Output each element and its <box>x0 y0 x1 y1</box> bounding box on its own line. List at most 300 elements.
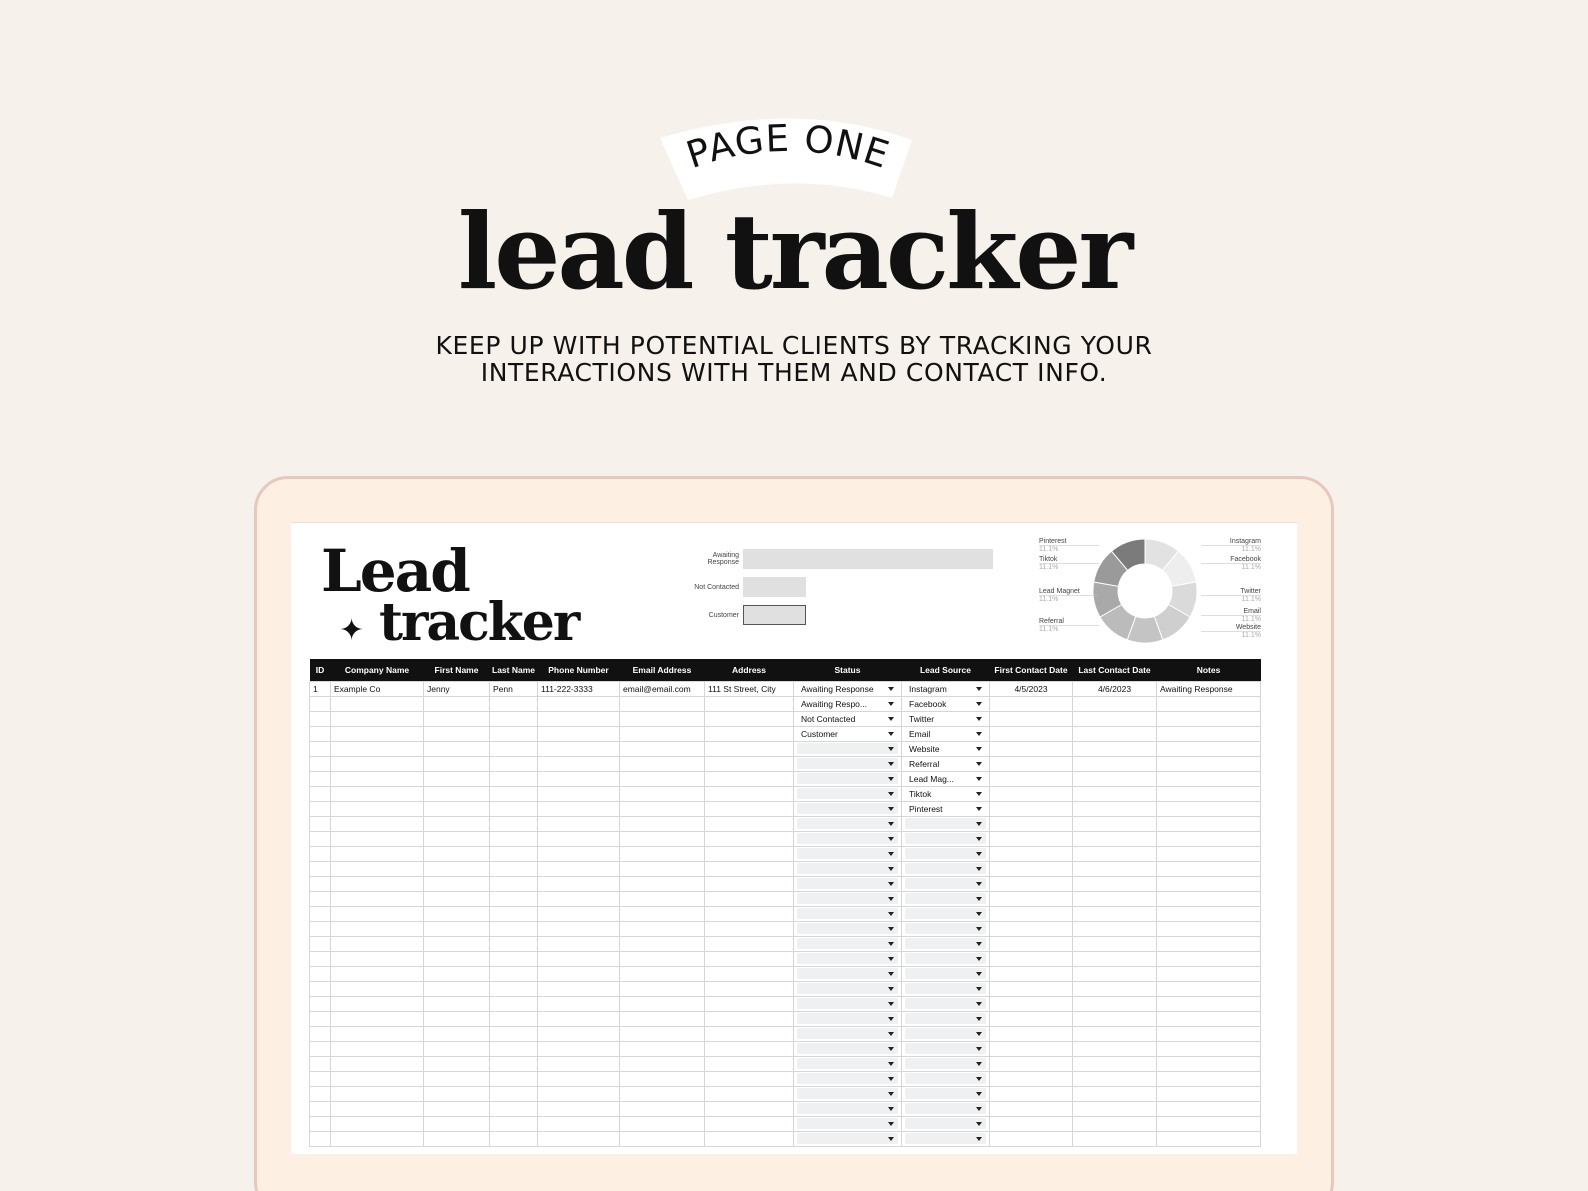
table-cell[interactable] <box>794 681 902 696</box>
table-cell[interactable] <box>1073 846 1157 861</box>
table-cell[interactable] <box>794 1116 902 1131</box>
table-cell[interactable] <box>990 711 1073 726</box>
table-cell[interactable] <box>538 966 620 981</box>
table-cell[interactable] <box>794 831 902 846</box>
table-cell[interactable] <box>424 771 490 786</box>
table-cell[interactable] <box>538 1056 620 1071</box>
table-cell[interactable] <box>1073 1116 1157 1131</box>
chevron-down-icon[interactable] <box>888 942 894 946</box>
dropdown-select[interactable] <box>905 923 986 934</box>
dropdown-select[interactable] <box>905 908 986 919</box>
table-cell[interactable] <box>538 1071 620 1086</box>
table-cell[interactable] <box>310 1116 331 1131</box>
table-cell[interactable] <box>424 1041 490 1056</box>
chevron-down-icon[interactable] <box>976 1002 982 1006</box>
table-cell[interactable] <box>538 951 620 966</box>
table-cell[interactable] <box>490 786 538 801</box>
table-cell[interactable] <box>990 726 1073 741</box>
table-cell[interactable] <box>424 891 490 906</box>
dropdown-select[interactable] <box>797 1043 898 1054</box>
table-cell[interactable] <box>310 951 331 966</box>
dropdown-select[interactable] <box>905 803 986 814</box>
table-cell[interactable] <box>620 981 705 996</box>
column-header[interactable]: First Name <box>424 659 490 681</box>
table-cell[interactable] <box>705 861 794 876</box>
table-cell[interactable] <box>620 1056 705 1071</box>
table-cell[interactable] <box>990 921 1073 936</box>
dropdown-select[interactable] <box>905 788 986 799</box>
table-cell[interactable] <box>794 696 902 711</box>
table-cell[interactable] <box>620 876 705 891</box>
table-cell[interactable] <box>794 846 902 861</box>
dropdown-select[interactable] <box>797 893 898 904</box>
table-cell[interactable] <box>902 726 990 741</box>
table-cell[interactable] <box>990 1071 1073 1086</box>
dropdown-select[interactable] <box>797 878 898 889</box>
table-cell[interactable] <box>424 921 490 936</box>
table-cell[interactable] <box>331 891 424 906</box>
table-cell[interactable] <box>1157 801 1261 816</box>
table-cell[interactable] <box>310 921 331 936</box>
table-cell[interactable] <box>310 1131 331 1146</box>
table-cell[interactable] <box>794 966 902 981</box>
table-cell[interactable] <box>331 861 424 876</box>
chevron-down-icon[interactable] <box>888 732 894 736</box>
table-cell[interactable] <box>902 891 990 906</box>
table-cell[interactable]: Penn <box>490 681 538 696</box>
table-cell[interactable] <box>620 771 705 786</box>
table-cell[interactable] <box>331 921 424 936</box>
table-cell[interactable] <box>424 1101 490 1116</box>
table-cell[interactable] <box>1157 936 1261 951</box>
table-cell[interactable] <box>1157 1011 1261 1026</box>
table-cell[interactable] <box>990 1056 1073 1071</box>
table-cell[interactable] <box>705 1056 794 1071</box>
table-cell[interactable]: 4/6/2023 <box>1073 681 1157 696</box>
chevron-down-icon[interactable] <box>976 777 982 781</box>
table-cell[interactable] <box>1073 771 1157 786</box>
table-cell[interactable] <box>1157 1131 1261 1146</box>
table-cell[interactable] <box>794 1056 902 1071</box>
table-cell[interactable] <box>794 1071 902 1086</box>
table-cell[interactable] <box>538 1101 620 1116</box>
table-cell[interactable] <box>705 966 794 981</box>
table-cell[interactable] <box>424 831 490 846</box>
table-cell[interactable] <box>1073 1026 1157 1041</box>
table-cell[interactable] <box>331 1116 424 1131</box>
table-cell[interactable] <box>990 981 1073 996</box>
table-cell[interactable] <box>902 1086 990 1101</box>
table-cell[interactable] <box>538 801 620 816</box>
table-cell[interactable] <box>538 1086 620 1101</box>
table-cell[interactable] <box>794 876 902 891</box>
table-cell[interactable] <box>902 711 990 726</box>
chevron-down-icon[interactable] <box>976 1092 982 1096</box>
table-cell[interactable] <box>794 816 902 831</box>
table-cell[interactable] <box>1157 786 1261 801</box>
table-cell[interactable] <box>538 741 620 756</box>
table-cell[interactable] <box>310 711 331 726</box>
table-cell[interactable] <box>490 801 538 816</box>
table-cell[interactable] <box>620 1101 705 1116</box>
table-cell[interactable] <box>538 1026 620 1041</box>
table-cell[interactable] <box>705 1131 794 1146</box>
table-cell[interactable] <box>490 816 538 831</box>
table-cell[interactable] <box>902 681 990 696</box>
dropdown-select[interactable] <box>797 773 898 784</box>
table-cell[interactable] <box>1073 696 1157 711</box>
table-cell[interactable] <box>1157 891 1261 906</box>
table-cell[interactable] <box>902 816 990 831</box>
table-cell[interactable] <box>424 696 490 711</box>
table-cell[interactable] <box>538 696 620 711</box>
chevron-down-icon[interactable] <box>976 1122 982 1126</box>
dropdown-select[interactable] <box>905 1058 986 1069</box>
table-cell[interactable] <box>490 1026 538 1041</box>
table-cell[interactable] <box>620 1011 705 1026</box>
table-cell[interactable] <box>902 981 990 996</box>
table-cell[interactable] <box>490 756 538 771</box>
table-cell[interactable] <box>990 1041 1073 1056</box>
dropdown-select[interactable] <box>905 698 986 709</box>
table-cell[interactable] <box>990 756 1073 771</box>
table-cell[interactable] <box>424 1056 490 1071</box>
table-cell[interactable] <box>620 906 705 921</box>
table-cell[interactable] <box>424 936 490 951</box>
table-cell[interactable] <box>902 1041 990 1056</box>
table-cell[interactable] <box>620 996 705 1011</box>
table-cell[interactable] <box>424 801 490 816</box>
table-cell[interactable] <box>794 771 902 786</box>
chevron-down-icon[interactable] <box>888 882 894 886</box>
chevron-down-icon[interactable] <box>888 762 894 766</box>
dropdown-select[interactable] <box>905 833 986 844</box>
table-cell[interactable] <box>490 861 538 876</box>
table-cell[interactable] <box>705 786 794 801</box>
table-cell[interactable] <box>1073 1071 1157 1086</box>
table-cell[interactable] <box>538 831 620 846</box>
table-cell[interactable] <box>794 951 902 966</box>
dropdown-select[interactable] <box>797 938 898 949</box>
table-cell[interactable] <box>424 1131 490 1146</box>
table-cell[interactable] <box>310 1101 331 1116</box>
table-cell[interactable]: 4/5/2023 <box>990 681 1073 696</box>
dropdown-select[interactable] <box>797 833 898 844</box>
table-cell[interactable] <box>705 1041 794 1056</box>
table-cell[interactable] <box>490 891 538 906</box>
chevron-down-icon[interactable] <box>976 1062 982 1066</box>
table-cell[interactable] <box>902 966 990 981</box>
chevron-down-icon[interactable] <box>888 987 894 991</box>
table-cell[interactable] <box>705 1026 794 1041</box>
table-cell[interactable] <box>902 831 990 846</box>
table-cell[interactable] <box>1073 1086 1157 1101</box>
table-cell[interactable] <box>310 816 331 831</box>
chevron-down-icon[interactable] <box>888 747 894 751</box>
table-cell[interactable] <box>1157 906 1261 921</box>
table-cell[interactable] <box>424 1071 490 1086</box>
table-cell[interactable] <box>1157 816 1261 831</box>
table-cell[interactable] <box>1157 921 1261 936</box>
table-cell[interactable] <box>424 1086 490 1101</box>
table-cell[interactable] <box>1073 801 1157 816</box>
table-cell[interactable] <box>538 921 620 936</box>
chevron-down-icon[interactable] <box>888 1122 894 1126</box>
column-header[interactable]: Lead Source <box>902 659 990 681</box>
column-header[interactable]: Last Contact Date <box>1073 659 1157 681</box>
table-cell[interactable] <box>1157 831 1261 846</box>
table-cell[interactable]: 111 St Street, City <box>705 681 794 696</box>
chevron-down-icon[interactable] <box>888 717 894 721</box>
chevron-down-icon[interactable] <box>976 762 982 766</box>
table-cell[interactable] <box>310 801 331 816</box>
dropdown-select[interactable] <box>905 1133 986 1144</box>
table-cell[interactable] <box>794 1101 902 1116</box>
dropdown-select[interactable] <box>905 983 986 994</box>
chevron-down-icon[interactable] <box>888 702 894 706</box>
table-cell[interactable] <box>990 936 1073 951</box>
table-cell[interactable] <box>490 726 538 741</box>
table-cell[interactable] <box>490 1086 538 1101</box>
table-cell[interactable] <box>990 831 1073 846</box>
table-cell[interactable]: Jenny <box>424 681 490 696</box>
chevron-down-icon[interactable] <box>888 1137 894 1141</box>
column-header[interactable]: Last Name <box>490 659 538 681</box>
table-cell[interactable] <box>1157 1116 1261 1131</box>
table-cell[interactable] <box>1073 816 1157 831</box>
table-cell[interactable] <box>990 966 1073 981</box>
table-cell[interactable] <box>1073 831 1157 846</box>
dropdown-select[interactable] <box>797 1073 898 1084</box>
chevron-down-icon[interactable] <box>888 912 894 916</box>
table-cell[interactable] <box>310 741 331 756</box>
dropdown-select[interactable] <box>905 1103 986 1114</box>
column-header[interactable]: Notes <box>1157 659 1261 681</box>
table-cell[interactable] <box>990 741 1073 756</box>
table-cell[interactable] <box>794 756 902 771</box>
table-cell[interactable] <box>310 1071 331 1086</box>
table-cell[interactable] <box>705 891 794 906</box>
table-cell[interactable] <box>310 981 331 996</box>
table-cell[interactable] <box>1073 1101 1157 1116</box>
table-cell[interactable] <box>794 921 902 936</box>
table-cell[interactable] <box>990 906 1073 921</box>
dropdown-select[interactable] <box>797 1028 898 1039</box>
table-cell[interactable] <box>424 876 490 891</box>
table-cell[interactable] <box>310 756 331 771</box>
dropdown-select[interactable] <box>905 893 986 904</box>
table-cell[interactable] <box>1157 1026 1261 1041</box>
column-header[interactable]: Email Address <box>620 659 705 681</box>
table-cell[interactable] <box>538 906 620 921</box>
table-cell[interactable] <box>490 966 538 981</box>
table-cell[interactable] <box>990 846 1073 861</box>
chevron-down-icon[interactable] <box>976 687 982 691</box>
chevron-down-icon[interactable] <box>976 792 982 796</box>
table-cell[interactable] <box>902 846 990 861</box>
table-cell[interactable] <box>1157 756 1261 771</box>
table-cell[interactable] <box>902 1011 990 1026</box>
table-cell[interactable] <box>620 936 705 951</box>
dropdown-select[interactable] <box>797 713 898 724</box>
table-cell[interactable] <box>424 966 490 981</box>
table-cell[interactable] <box>310 846 331 861</box>
table-cell[interactable] <box>1073 711 1157 726</box>
chevron-down-icon[interactable] <box>976 732 982 736</box>
table-cell[interactable] <box>990 891 1073 906</box>
table-cell[interactable] <box>902 906 990 921</box>
chevron-down-icon[interactable] <box>888 807 894 811</box>
table-cell[interactable] <box>331 741 424 756</box>
table-cell[interactable] <box>1157 861 1261 876</box>
table-cell[interactable] <box>1073 936 1157 951</box>
table-cell[interactable] <box>331 936 424 951</box>
column-header[interactable]: ID <box>310 659 331 681</box>
table-cell[interactable] <box>990 1101 1073 1116</box>
table-cell[interactable] <box>310 1086 331 1101</box>
table-cell[interactable] <box>794 996 902 1011</box>
table-cell[interactable] <box>310 831 331 846</box>
dropdown-select[interactable] <box>797 1133 898 1144</box>
dropdown-select[interactable] <box>797 968 898 979</box>
table-cell[interactable] <box>331 1131 424 1146</box>
table-cell[interactable] <box>424 741 490 756</box>
table-cell[interactable] <box>490 846 538 861</box>
table-cell[interactable] <box>1157 951 1261 966</box>
table-cell[interactable] <box>902 786 990 801</box>
table-cell[interactable] <box>620 1041 705 1056</box>
table-cell[interactable] <box>620 1026 705 1041</box>
table-cell[interactable] <box>490 1116 538 1131</box>
table-cell[interactable] <box>990 771 1073 786</box>
chevron-down-icon[interactable] <box>888 1017 894 1021</box>
dropdown-select[interactable] <box>905 683 986 694</box>
table-cell[interactable] <box>620 831 705 846</box>
table-cell[interactable] <box>310 966 331 981</box>
chevron-down-icon[interactable] <box>976 972 982 976</box>
table-cell[interactable] <box>1073 861 1157 876</box>
chevron-down-icon[interactable] <box>976 987 982 991</box>
table-cell[interactable] <box>705 801 794 816</box>
table-cell[interactable] <box>705 951 794 966</box>
table-cell[interactable]: Awaiting Response <box>1157 681 1261 696</box>
chevron-down-icon[interactable] <box>888 792 894 796</box>
dropdown-select[interactable] <box>905 743 986 754</box>
column-header[interactable]: Phone Number <box>538 659 620 681</box>
table-cell[interactable] <box>902 861 990 876</box>
table-cell[interactable] <box>490 711 538 726</box>
table-cell[interactable] <box>620 696 705 711</box>
dropdown-select[interactable] <box>797 848 898 859</box>
table-cell[interactable] <box>794 861 902 876</box>
table-cell[interactable] <box>620 1131 705 1146</box>
dropdown-select[interactable] <box>905 818 986 829</box>
table-cell[interactable] <box>310 996 331 1011</box>
table-cell[interactable] <box>794 981 902 996</box>
table-cell[interactable] <box>490 921 538 936</box>
table-cell[interactable] <box>794 711 902 726</box>
table-cell[interactable] <box>902 876 990 891</box>
table-cell[interactable] <box>310 1056 331 1071</box>
table-cell[interactable] <box>1157 771 1261 786</box>
dropdown-select[interactable] <box>905 863 986 874</box>
table-cell[interactable] <box>424 951 490 966</box>
table-cell[interactable] <box>538 1041 620 1056</box>
table-cell[interactable] <box>1073 1131 1157 1146</box>
table-cell[interactable] <box>331 831 424 846</box>
table-cell[interactable] <box>902 771 990 786</box>
dropdown-select[interactable] <box>905 968 986 979</box>
table-cell[interactable] <box>490 771 538 786</box>
table-cell[interactable] <box>331 1026 424 1041</box>
table-cell[interactable] <box>490 951 538 966</box>
dropdown-select[interactable] <box>905 728 986 739</box>
table-cell[interactable] <box>1073 966 1157 981</box>
chevron-down-icon[interactable] <box>888 1032 894 1036</box>
table-cell[interactable] <box>538 756 620 771</box>
table-cell[interactable] <box>331 1101 424 1116</box>
chevron-down-icon[interactable] <box>976 882 982 886</box>
chevron-down-icon[interactable] <box>976 747 982 751</box>
chevron-down-icon[interactable] <box>888 897 894 901</box>
table-cell[interactable] <box>1157 846 1261 861</box>
chevron-down-icon[interactable] <box>976 897 982 901</box>
table-cell[interactable] <box>1073 726 1157 741</box>
dropdown-select[interactable] <box>797 908 898 919</box>
table-cell[interactable] <box>620 786 705 801</box>
table-cell[interactable] <box>1157 966 1261 981</box>
table-cell[interactable] <box>990 951 1073 966</box>
table-cell[interactable] <box>1073 786 1157 801</box>
dropdown-select[interactable] <box>797 818 898 829</box>
table-cell[interactable] <box>331 816 424 831</box>
table-cell[interactable] <box>990 1116 1073 1131</box>
table-cell[interactable] <box>538 816 620 831</box>
dropdown-select[interactable] <box>797 803 898 814</box>
table-cell[interactable] <box>990 1011 1073 1026</box>
table-cell[interactable] <box>705 936 794 951</box>
table-cell[interactable] <box>331 711 424 726</box>
dropdown-select[interactable] <box>797 758 898 769</box>
dropdown-select[interactable] <box>905 1118 986 1129</box>
table-cell[interactable] <box>620 1086 705 1101</box>
chevron-down-icon[interactable] <box>888 972 894 976</box>
table-cell[interactable] <box>538 711 620 726</box>
table-cell[interactable] <box>310 786 331 801</box>
table-cell[interactable] <box>331 876 424 891</box>
table-cell[interactable] <box>490 936 538 951</box>
table-cell[interactable] <box>794 891 902 906</box>
table-cell[interactable] <box>794 741 902 756</box>
table-cell[interactable] <box>331 951 424 966</box>
table-cell[interactable] <box>331 756 424 771</box>
table-cell[interactable] <box>705 876 794 891</box>
table-cell[interactable] <box>705 771 794 786</box>
dropdown-select[interactable] <box>797 1013 898 1024</box>
chevron-down-icon[interactable] <box>976 852 982 856</box>
dropdown-select[interactable] <box>797 728 898 739</box>
chevron-down-icon[interactable] <box>976 1017 982 1021</box>
table-cell[interactable] <box>902 951 990 966</box>
table-cell[interactable] <box>620 846 705 861</box>
table-cell[interactable] <box>424 996 490 1011</box>
table-cell[interactable] <box>310 1011 331 1026</box>
chevron-down-icon[interactable] <box>976 1032 982 1036</box>
chevron-down-icon[interactable] <box>976 1137 982 1141</box>
table-cell[interactable] <box>424 1011 490 1026</box>
dropdown-select[interactable] <box>905 1088 986 1099</box>
table-cell[interactable] <box>705 831 794 846</box>
